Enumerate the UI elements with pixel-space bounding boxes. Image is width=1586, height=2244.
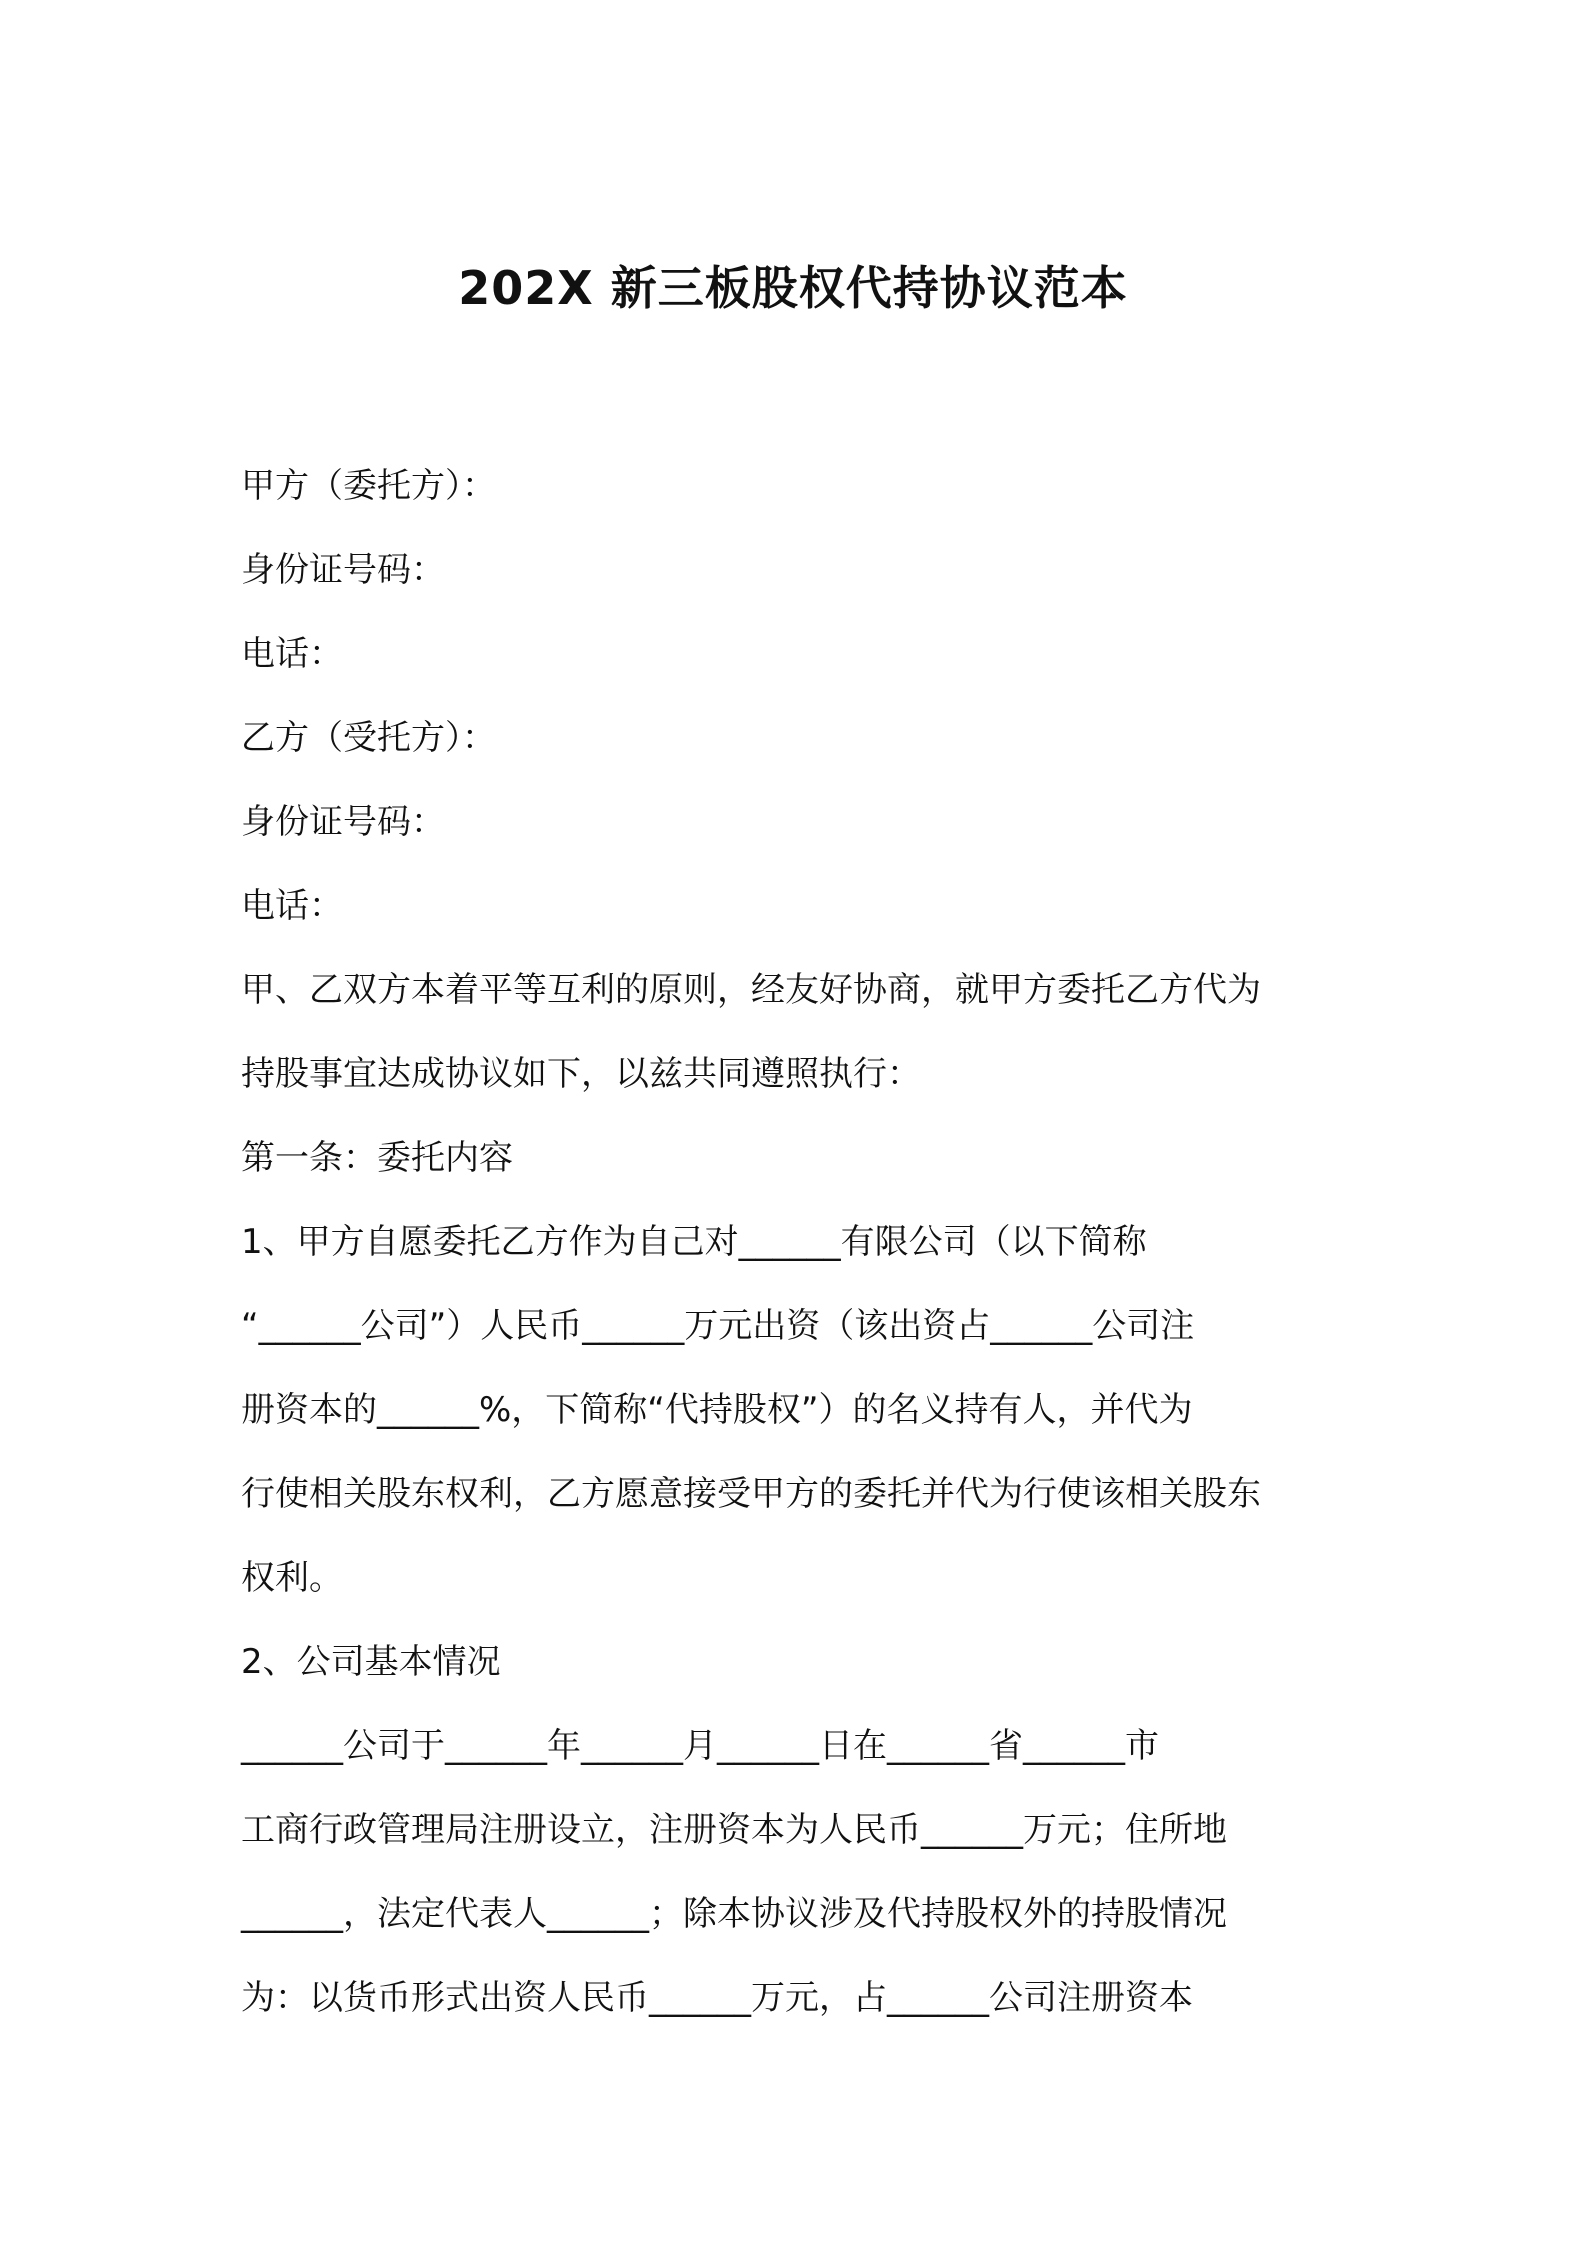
line-preamble-1: 甲、乙双方本着平等互利的原则，经友好协商，就甲方委托乙方代为 — [241, 970, 1261, 1010]
line-clause-2-1: ______公司于______年______月______日在______省______市 — [241, 1726, 1159, 1766]
line-clause-2-2: 工商行政管理局注册设立，注册资本为人民币______万元；住所地 — [241, 1810, 1227, 1850]
line-clause-2-heading: 2、公司基本情况 — [241, 1642, 501, 1682]
line-party-a: 甲方（委托方）： — [241, 466, 496, 506]
line-article-1-heading: 第一条：委托内容 — [241, 1138, 513, 1178]
line-clause-1-5: 权利。 — [241, 1558, 343, 1598]
line-clause-2-3: ______，法定代表人______；除本协议涉及代持股权外的持股情况 — [241, 1894, 1227, 1934]
document-body — [241, 444, 1353, 2040]
line-party-b-id: 身份证号码： — [241, 802, 445, 842]
line-party-a-id: 身份证号码： — [241, 550, 445, 590]
document-title: 202X 新三板股权代持协议范本 — [458, 261, 1128, 315]
line-clause-1-4: 行使相关股东权利，乙方愿意接受甲方的委托并代为行使该相关股东 — [241, 1474, 1261, 1514]
line-clause-1-3: 册资本的______%，下简称“代持股权”）的名义持有人，并代为 — [241, 1390, 1193, 1430]
line-clause-1-2: “______公司”）人民币______万元出资（该出资占______公司注 — [241, 1306, 1195, 1346]
line-party-b-phone: 电话： — [241, 886, 343, 926]
line-preamble-2: 持股事宜达成协议如下，以兹共同遵照执行： — [241, 1054, 921, 1094]
line-party-b: 乙方（受托方）： — [241, 718, 496, 758]
line-party-a-phone: 电话： — [241, 634, 343, 674]
line-clause-2-4: 为：以货币形式出资人民币______万元，占______公司注册资本 — [241, 1978, 1193, 2018]
line-clause-1-1: 1、甲方自愿委托乙方作为自己对______有限公司（以下简称 — [241, 1222, 1147, 1262]
